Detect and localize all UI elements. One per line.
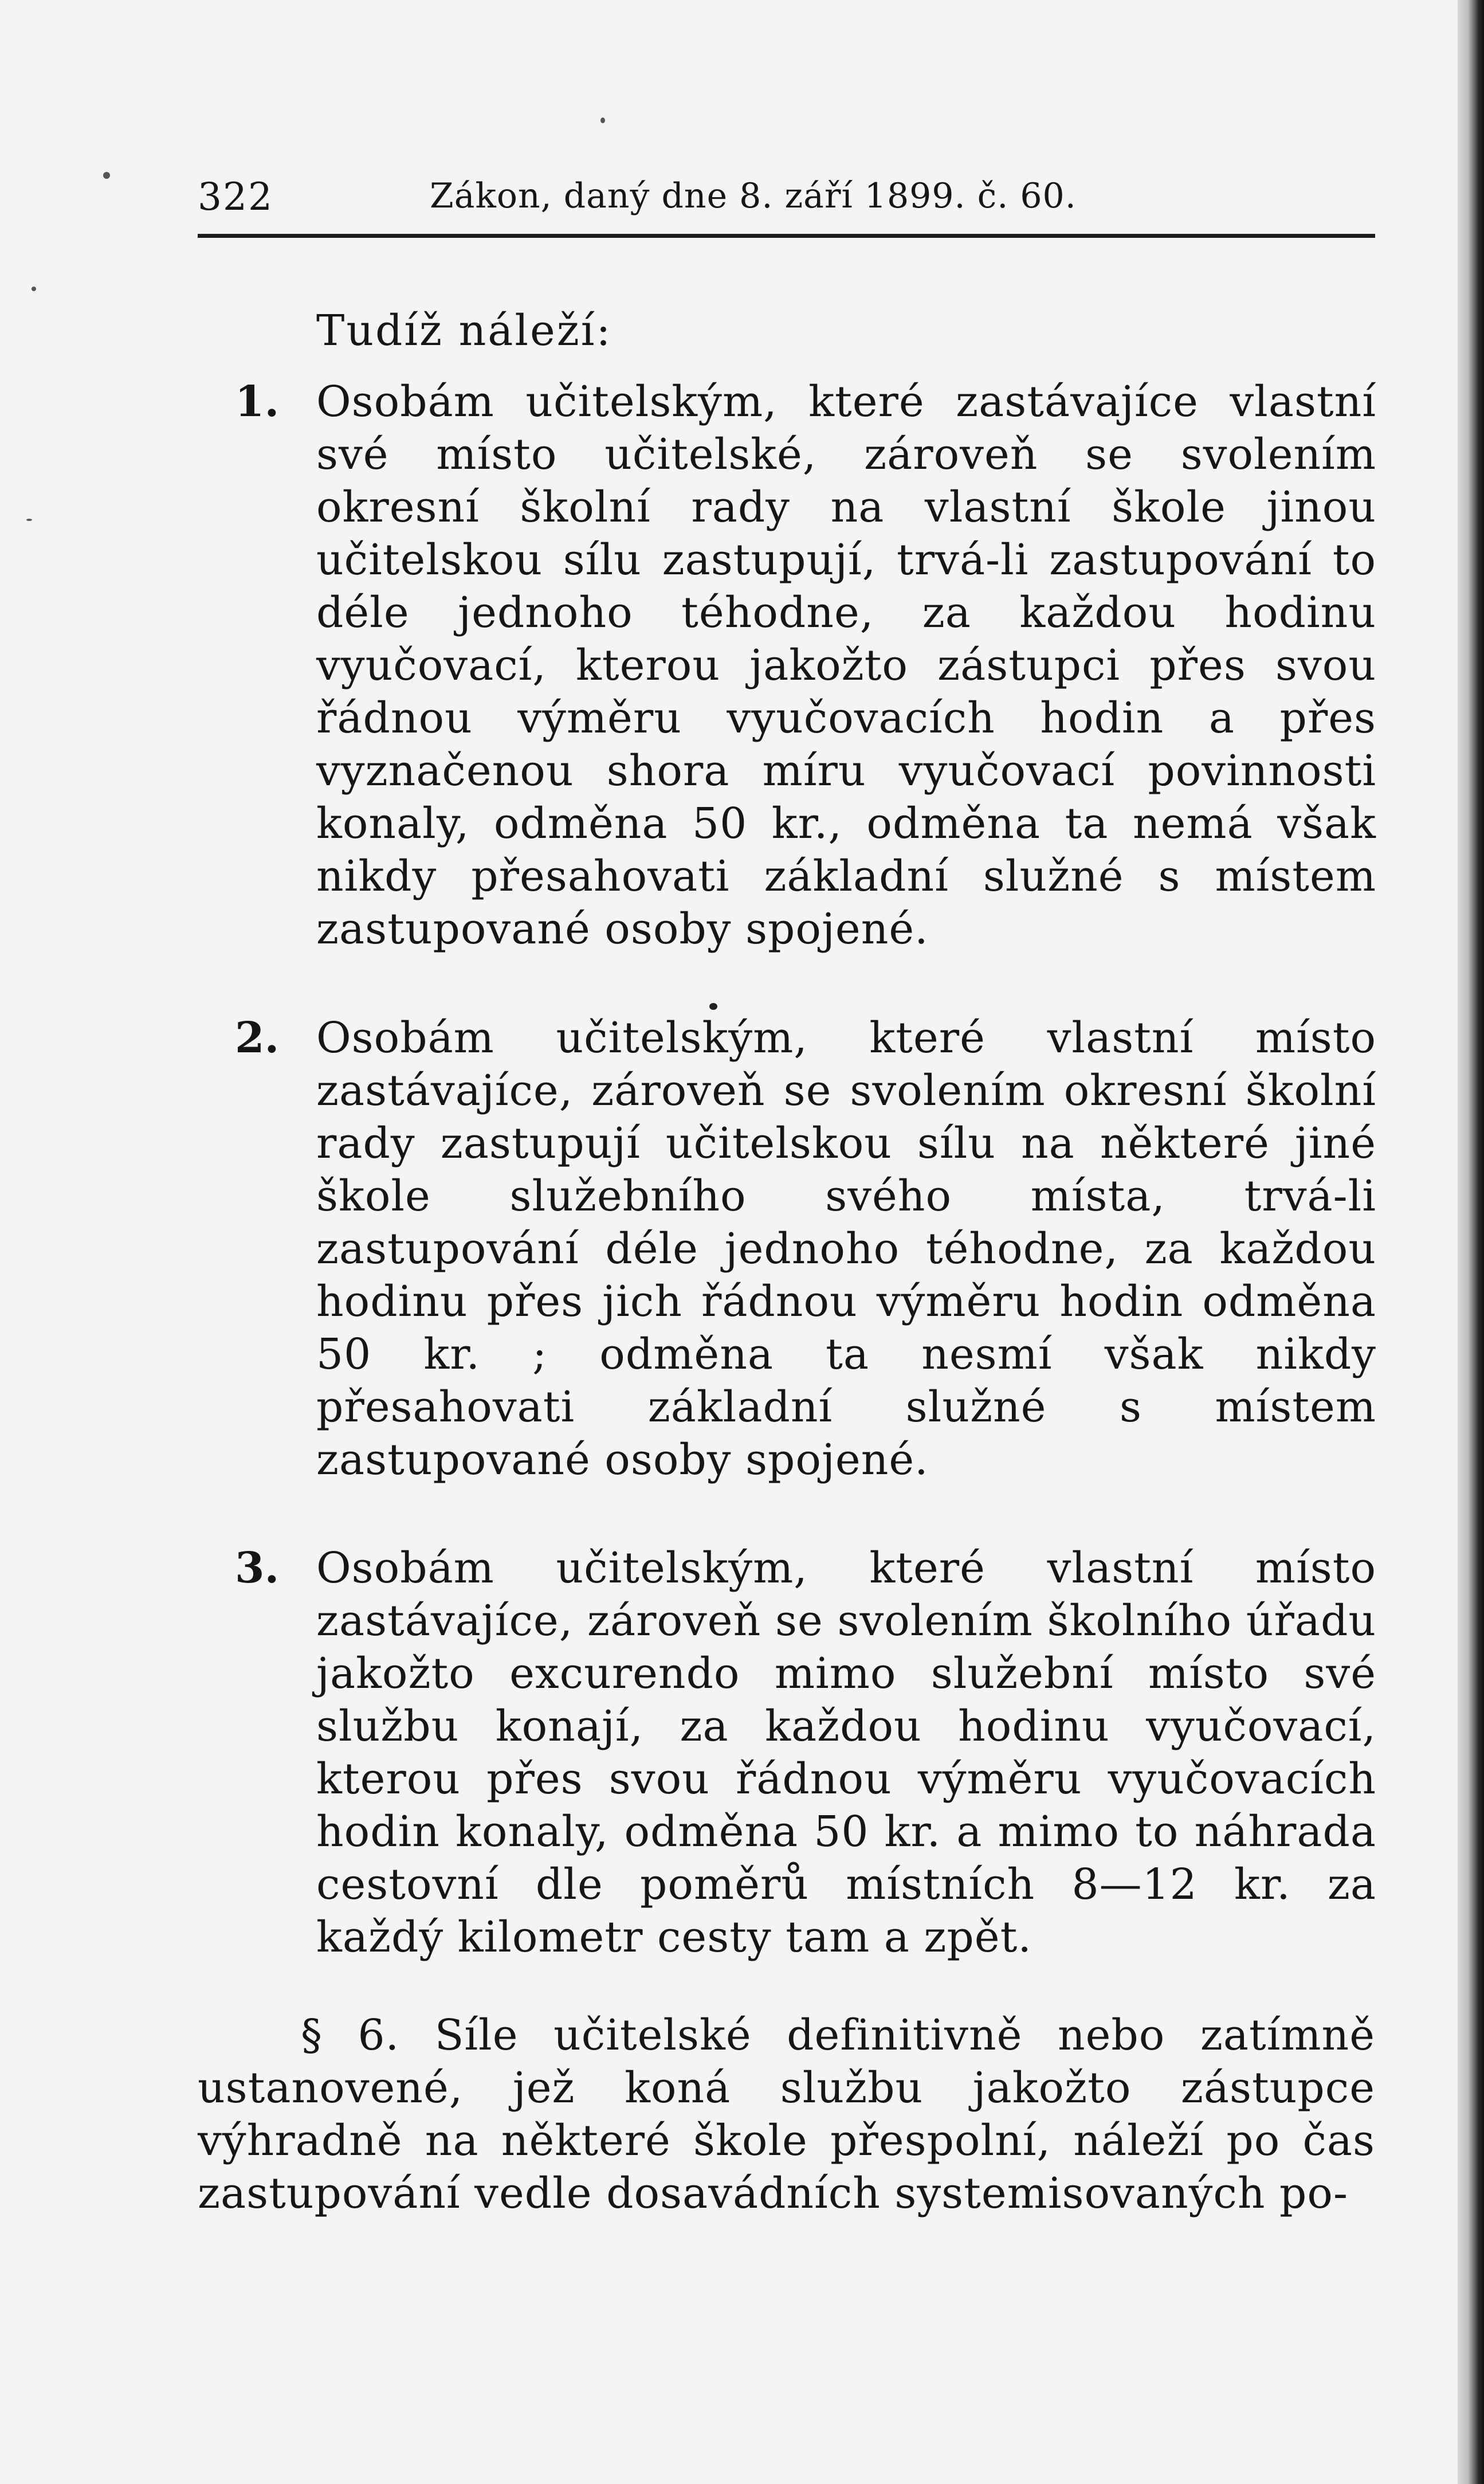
- page-edge-shadow: [1458, 0, 1484, 2484]
- header-rule: [198, 234, 1375, 238]
- running-head-title: Zákon, daný dne 8. září 1899. č. 60.: [430, 176, 1077, 216]
- print-speck: [26, 519, 32, 521]
- list-item-1: [235, 375, 1375, 1006]
- list-item-number: 1.: [235, 377, 280, 426]
- list-item-text: Osobám učitelským, které vlastní místo zastávajíce, zároveň se svolením školního úřadu jakožto excurendo mimo služební místo své službu konají, za každou hodinu vyučovací, kterou přes svou řádnou výměru vyučovacích hodin konaly, odměna 50 kr. a mimo to náhrada cestovní dle poměrů místních 8—12 kr. za každý kilometr cesty tam a zpět.: [316, 1543, 1376, 1962]
- print-speck: [32, 287, 36, 291]
- list-item-number: 3.: [235, 1543, 280, 1593]
- list-item-text: Osobám učitelským, které vlastní místo zastávajíce, zároveň se svolením okresní školní rady zastupují učitelskou sílu na některé jiné škole služebního svého místa, trvá-li zastupování déle jednoho téhodne, za každou hodinu přes jich řádnou výměru hodin odměna 50 kr. ; odměna ta nesmí však nikdy přesahovati základní služné s místem zastupované osoby spojené.: [316, 1013, 1376, 1484]
- intro-line: Tudíž náleží:: [316, 306, 613, 355]
- page-number: 322: [198, 175, 273, 219]
- list-item-3: [235, 1542, 1375, 2000]
- list-item-text: Osobám učitelským, které zastávajíce vlastní své místo učitelské, zároveň se svolením okresní školní rady na vlastní škole jinou učitelskou sílu zastupují, trvá-li zastupování to déle jednoho téhodne, za každou hodinu vyučovací, kterou jakožto zástupci přes svou řádnou výměru vyučovacích hodin a přes vyznačenou shora míru vyučovací povinnosti konaly, odměna 50 kr., odměna ta nemá však nikdy přesahovati základní služné s místem zastupované osoby spojené.: [316, 377, 1376, 954]
- list-item-2: [235, 1012, 1375, 1527]
- list-item-number: 2.: [235, 1013, 280, 1063]
- print-speck: [600, 117, 605, 123]
- section-6-paragraph: § 6. Síle učitelské definitivně nebo zatímně ustanovené, jež koná službu jakožto zástupce výhradně na některé škole přespolní, náleží po čas zastupování vedle dosavádních systemisovaných po-: [198, 2011, 1375, 2218]
- print-speck: [103, 172, 110, 179]
- running-header: [198, 175, 1375, 226]
